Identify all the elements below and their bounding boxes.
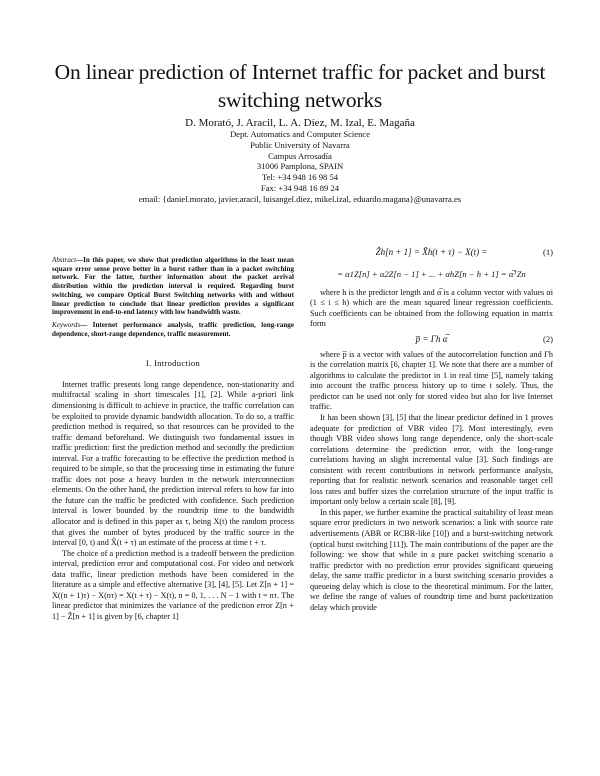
right-paragraph-4: In this paper, we further examine the practical suitability of least mean square error predictors in two network scenarios: a link with source rate advertisements (ABR or RCBR-like [10]) and a burst-switching network (optical burst switching [11]). The main contributions of the paper are the following: we show that while in a pure packet switching scenario a traffic predictor with no prediction error provides significant queueing delay, the same traffic predictor in a burst switching scenario provides a queueing delay which is close to the theoretical minimum. For the latter, we define the range of values of roundtrip time and burst packetization delay which provide: [310, 507, 553, 612]
affiliation-line: Tel: +34 948 16 98 54: [261, 172, 339, 183]
affiliation-line: Fax: +34 948 16 89 24: [260, 182, 340, 193]
abstract: [52, 256, 294, 317]
right-paragraph-3: It has been shown [3], [5] that the linear predictor defined in 1 proves adequate for prediction of VBR video [7]. Most interestingly, even though VBR video shows long range dependence, only the short-scale correlations determine the prediction error, with the long-range correlations having an slight incremental value [3]. Such findings are consistent with recent contributions in network performance analysis, reporting that for realistic network scenarios and reasonable target cell loss rates and buffer sizes the correlation structure of the input traffic is important only below a certain scale [8], [9].: [310, 413, 553, 507]
keywords: [52, 321, 294, 338]
section-heading: I. Introduction: [145, 358, 201, 369]
equation-1-continuation: = α1Z[n] + α2Z[n − 1] + ... + αhZ[n − h + 1] = α̅ᵀZn: [337, 269, 526, 279]
equation-2-expression: p̅ = Γh α̅: [415, 333, 448, 344]
paper-authors: D. Morató, J. Aracil, L. A. Díez, M. Izal, E. Magaña: [185, 117, 415, 129]
equation-1: [310, 243, 553, 263]
affiliation-line: Public University of Navarra: [250, 139, 350, 150]
affiliation-line: 31006 Pamplona, SPAIN: [256, 161, 344, 172]
keywords-lead: Keywords: [52, 320, 81, 329]
affiliation-line: Campus Arrosadía: [268, 150, 332, 161]
affiliation-line: Dept. Automatics and Computer Science: [229, 129, 371, 139]
intro-paragraph-1: Internet traffic presents long range dependence, non-stationarity and multifractal scaling in short timescales [1], [2]. While a-priori link dimensioning is difficult to achieve in practice, the traffic correlation can be exploited to provide dynamic bandwidth allocation. To do so, a traffic prediction method is required, so that resources can be provided to the traffic demand beforehand. We distinguish two fundamental issues in traffic prediction: first the prediction method and secondly the prediction interval. For a traffic forecasting to be effective the prediction method is required to be simple, so that the processing time in estimating the future traffic does not pose a heavy burden in the network interconnection elements. On the other hand, the prediction interval refers to how far into the future can the traffic be predicted with confidence. Such prediction interval is lower bounded by the roundtrip time to the bandwidth allocator and is defined in this paper as τ, being X(t) the random process that gives the number of bytes produced by the traffic source in the interval [0, t) and X̂(t + τ) an estimate of the process at time t + τ.: [52, 379, 294, 548]
affiliation-block: [30, 129, 570, 205]
right-column: [310, 243, 553, 613]
left-column: [52, 256, 294, 622]
equation-1-expression: Ẑh[n + 1] = X̂h(t + τ) − X(t) =: [375, 247, 488, 257]
equation-2-number: (2): [542, 333, 553, 344]
abstract-lead: Abstract: [52, 256, 77, 264]
intro-paragraph-2: The choice of a prediction method is a tradeoff between the prediction interval, prediction error and computational cost. For video and network data traffic, linear prediction methods have been considered in the literature as a simple and effective alternative [3], [4], [5]. Let Z[n + 1] = X((n + 1)τ) − X(nτ) = X(t + τ) − X(t), n = 0, 1, . . . N − 1 with t = nτ. The linear predictor that minimizes the variance of the prediction error Z[n + 1] − Ẑ[n + 1] is given by [6, chapter 1]: [52, 548, 294, 621]
keywords-text: — Internet performance analysis, traffic prediction, long-range dependence, short-range dependence, traffic measurement.: [52, 320, 294, 338]
author-emails: email: {daniel.morato, javier.aracil, luisangel.diez, mikel.izal, eduardo.magana}@unavarra.es: [138, 193, 462, 204]
right-paragraph-1: where h is the predictor length and α̅ is a column vector with values αi (1 ≤ i ≤ h) which are the mean squared linear regression coefficients. Such coefficients can be obtained from the following equation in matrix form: [310, 287, 553, 329]
equation-1-number: (1): [542, 247, 553, 257]
equation-2: [310, 330, 553, 350]
right-paragraph-2: where p̅ is a vector with values of the autocorrelation function and Γh is the correlation matrix [6, chapter 1]. We note that there are a number of algorithms to calculate the predictor in 1 in real time [5], namely taking into account the traffic process history up to time t solely. Thus, the predictor can be used not only for stored video but also for live Internet traffic.: [310, 349, 553, 412]
paper-title: On linear prediction of Internet traffic for packet and burst switching networks: [54, 60, 546, 112]
abstract-text: —In this paper, we show that prediction algorithms in the least mean square error sense prove better in a burst rather than in a packet switching network. For the latter, further information about the packet arrival distribution within the prediction interval is required. Regarding burst switching, we compare Optical Burst Switching networks with and without linear prediction to conclude that linear prediction provides a significant improvement in end-to-end latency with low bandwidth waste.: [52, 256, 294, 317]
